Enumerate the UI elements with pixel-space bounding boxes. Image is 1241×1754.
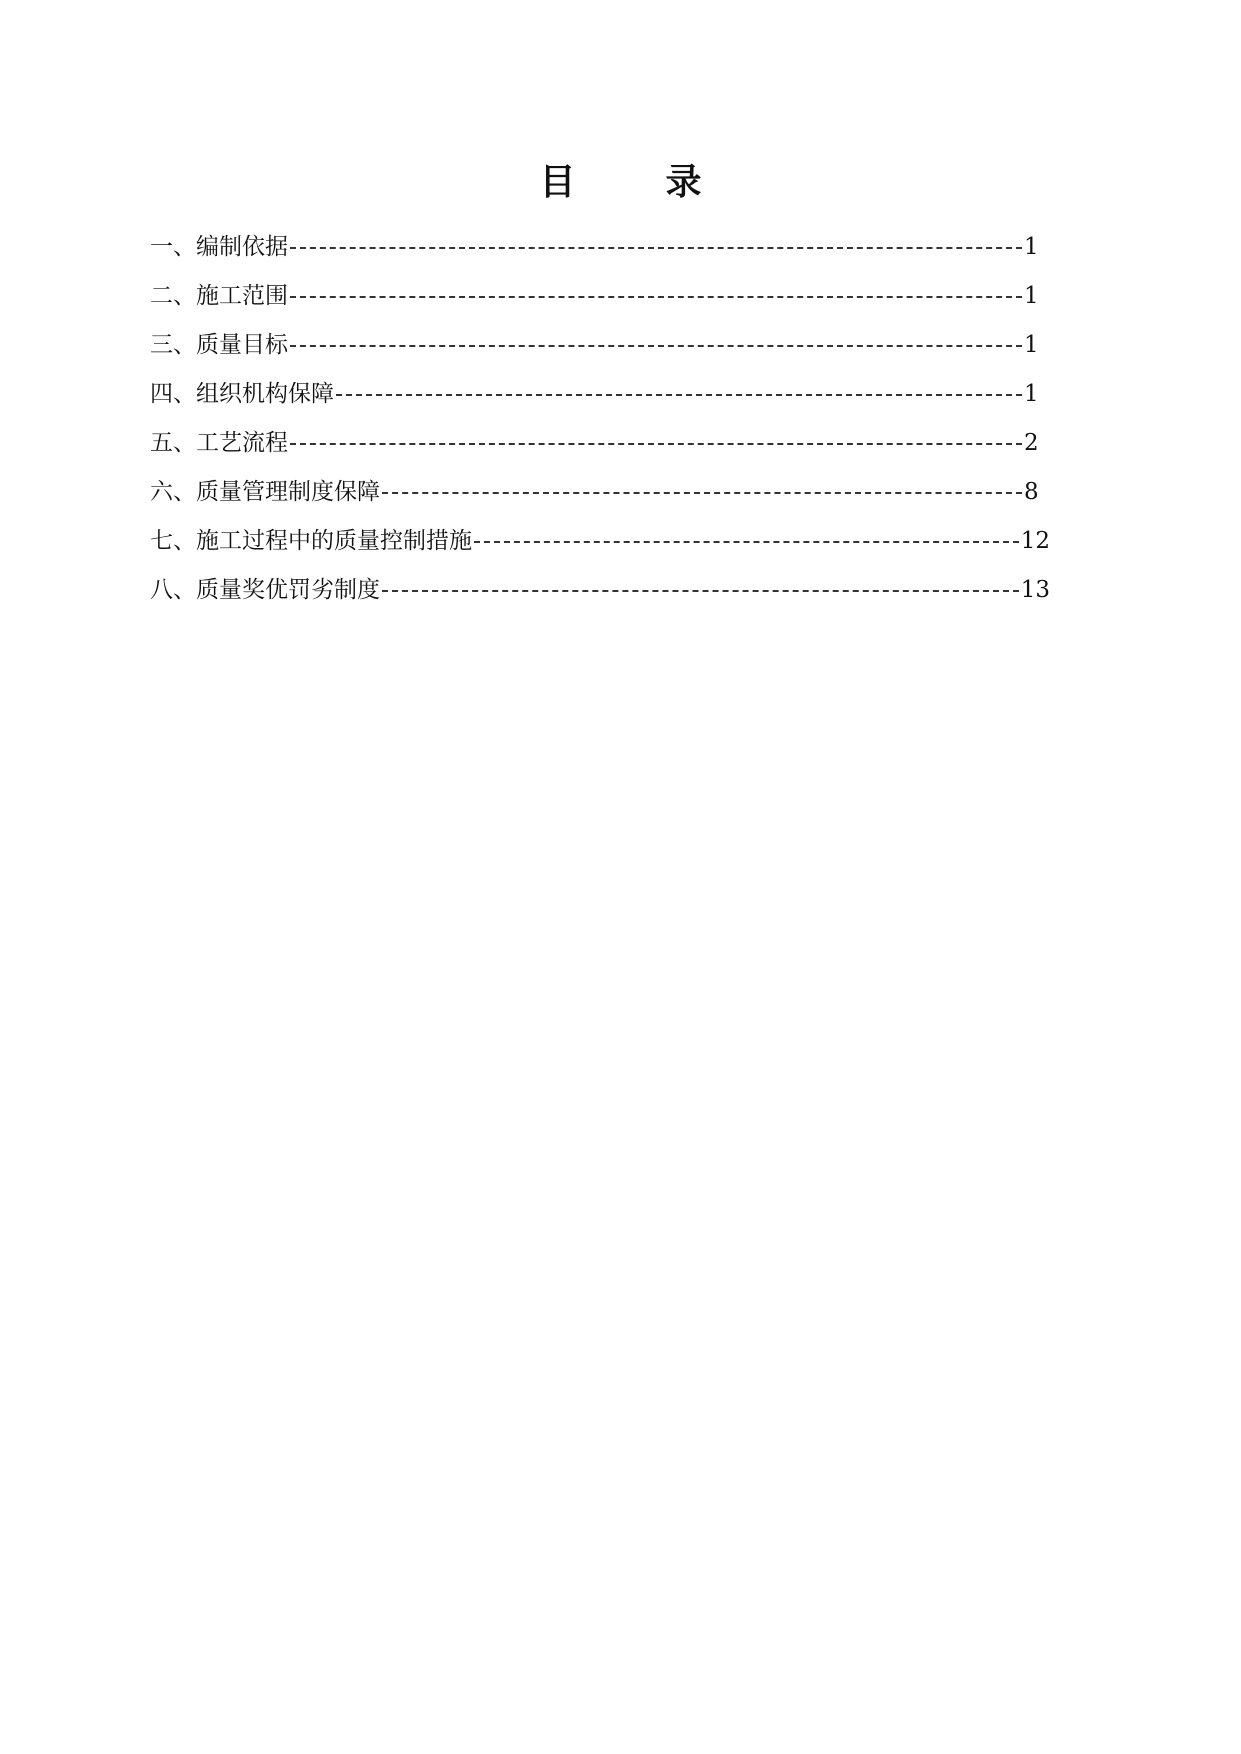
toc-page-number: 1: [1024, 331, 1039, 358]
toc-page-number: 2: [1024, 429, 1039, 456]
toc-title-char-1: 目: [539, 161, 576, 203]
toc-entry-7[interactable]: [150, 516, 1050, 565]
toc-entry-8[interactable]: [150, 565, 1050, 614]
toc-entry-3[interactable]: [150, 320, 1050, 369]
toc-entry-text: 三、质量目标: [150, 331, 288, 358]
toc-entry-text: 八、质量奖优罚劣制度: [150, 576, 380, 603]
toc-entry-text: 四、组织机构保障: [150, 380, 334, 407]
toc-page-number: 8: [1024, 478, 1039, 505]
toc-leader-line: [382, 492, 1022, 494]
table-of-contents: [150, 222, 1050, 614]
toc-entry-text: 二、施工范围: [150, 282, 288, 309]
toc-leader-line: [474, 541, 1019, 543]
toc-entry-text: 七、施工过程中的质量控制措施: [150, 527, 472, 554]
toc-page-number: 1: [1024, 282, 1039, 309]
toc-entry-text: 一、编制依据: [150, 233, 288, 260]
toc-entry-2[interactable]: [150, 271, 1050, 320]
toc-title-char-2: 录: [665, 161, 702, 203]
toc-page-number: 1: [1024, 380, 1039, 407]
toc-entry-text: 六、质量管理制度保障: [150, 478, 380, 505]
toc-page-number: 1: [1024, 233, 1039, 260]
toc-leader-line: [290, 296, 1022, 298]
toc-entry-4[interactable]: [150, 369, 1050, 418]
toc-entry-1[interactable]: [150, 222, 1050, 271]
toc-leader-line: [290, 443, 1022, 445]
toc-leader-line: [290, 247, 1022, 249]
toc-page-number: 12: [1020, 527, 1050, 554]
toc-entry-6[interactable]: [150, 467, 1050, 516]
toc-page-number: 13: [1020, 576, 1050, 603]
toc-leader-line: [336, 394, 1022, 396]
toc-entry-text: 五、工艺流程: [150, 429, 288, 456]
toc-leader-line: [382, 590, 1019, 592]
toc-title: [0, 158, 1241, 206]
toc-entry-5[interactable]: [150, 418, 1050, 467]
toc-leader-line: [290, 345, 1022, 347]
